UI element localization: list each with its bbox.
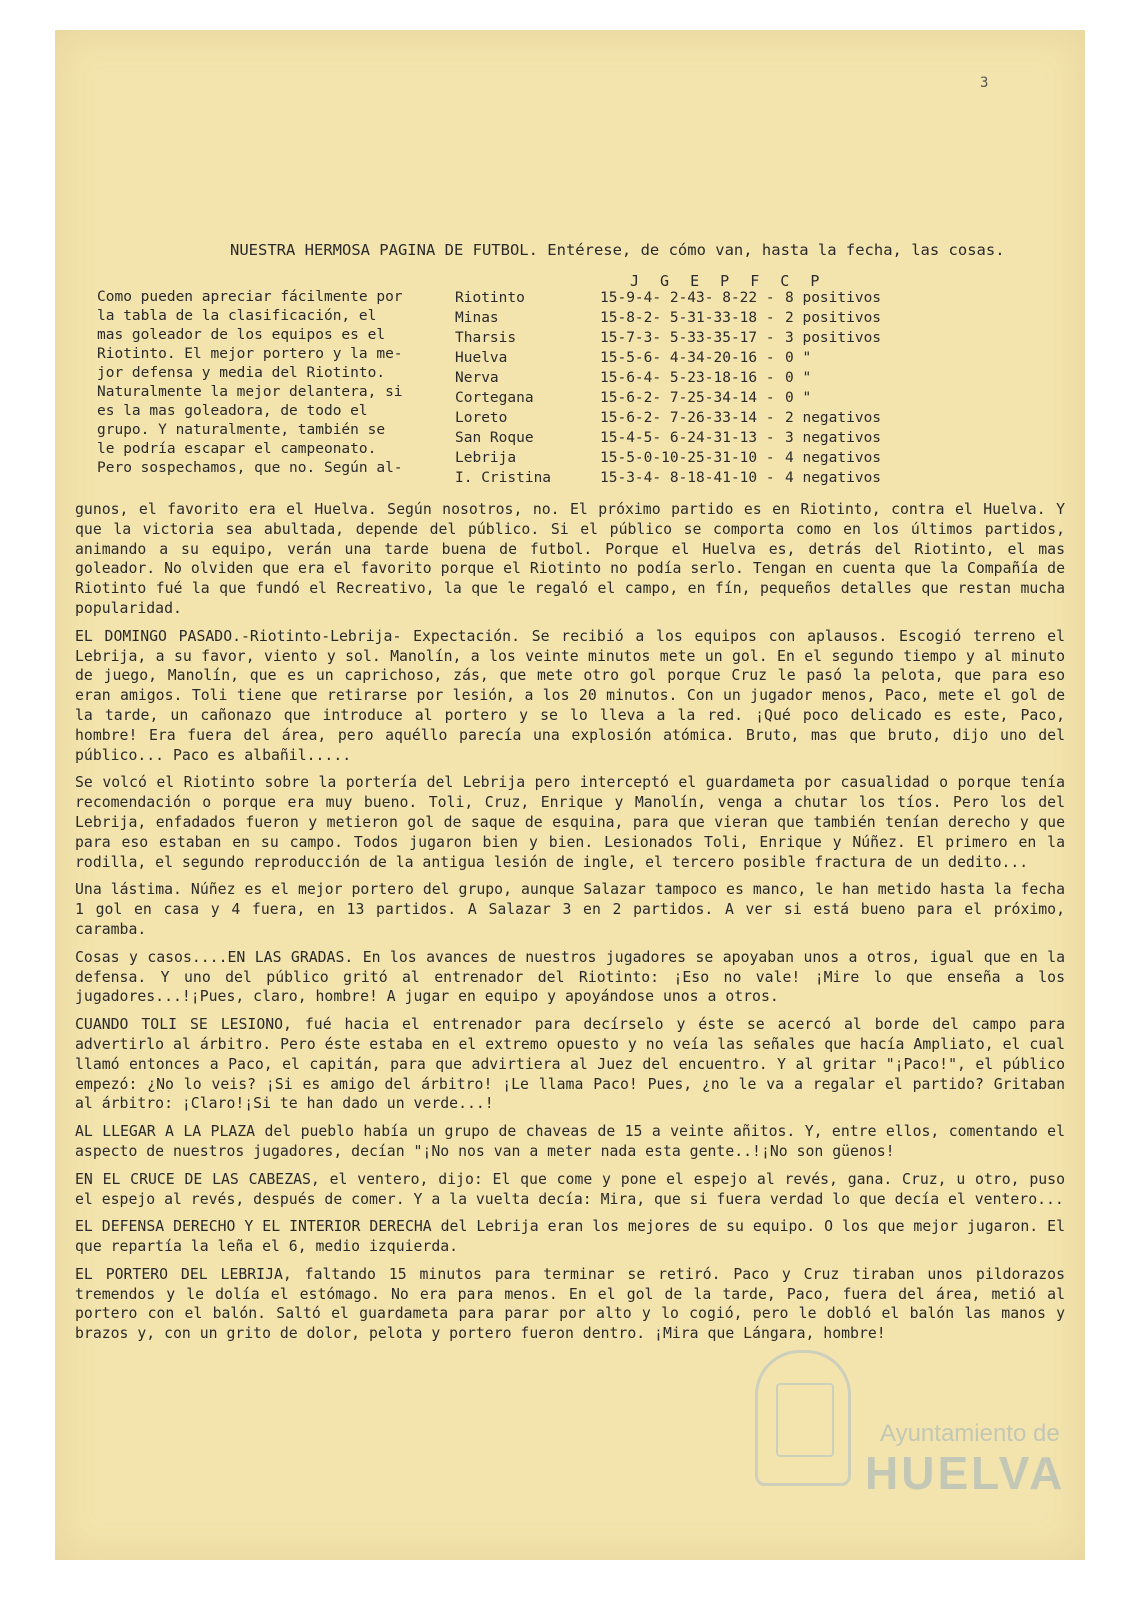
intro-line: grupo. Y naturalmente, también se xyxy=(97,422,386,438)
intro-line: la tabla de la clasificación, el xyxy=(97,308,377,324)
intro-line: Naturalmente la mejor delantera, si xyxy=(97,384,403,400)
team-result: 3 positivos xyxy=(785,330,882,346)
team-name: Huelva xyxy=(455,350,508,366)
team-stats: 15-5-6- 4-34-20-16 - xyxy=(600,350,775,366)
team-result: 2 negativos xyxy=(785,410,882,426)
page-headline: NUESTRA HERMOSA PAGINA DE FUTBOL. Entérese, de cómo van, hasta la fecha, las cosas. xyxy=(230,241,1005,259)
document-page xyxy=(55,30,1085,1560)
paragraph: Cosas y casos....EN LAS GRADAS. En los avances de nuestros jugadores se apoyaban unos a otros, igual que en la defensa. Y uno del público gritó al entrenador del Riotinto: ¡Eso no vale! ¡Mire lo que enseña a los jugadores...!¡Pues, claro, hombre! A jugar en equipo y apoyándose unos a otros. xyxy=(75,948,1065,1006)
team-name: Lebrija xyxy=(455,450,517,466)
table-row xyxy=(455,328,1055,348)
intro-line: es la mas goleadora, de todo el xyxy=(97,403,368,419)
table-row xyxy=(455,288,1055,308)
team-result: 8 positivos xyxy=(785,290,882,306)
intro-line: Riotinto. El mejor portero y la me- xyxy=(97,346,403,362)
table-row xyxy=(455,308,1055,328)
watermark-line2: HUELVA xyxy=(865,1447,1066,1499)
team-name: I. Cristina xyxy=(455,470,552,486)
team-stats: 15-9-4- 2-43- 8-22 - xyxy=(600,290,775,306)
table-row xyxy=(455,368,1055,388)
table-header: J G E P F C P xyxy=(630,272,826,290)
standings-table xyxy=(455,288,1055,488)
paragraph: Una lástima. Núñez es el mejor portero del grupo, aunque Salazar tampoco es manco, le han metido hasta la fecha 1 gol en casa y 4 fuera, en 13 partidos. A Salazar 3 en 2 partidos. A ver si está bueno para el próximo, caramba. xyxy=(75,881,1065,938)
table-row xyxy=(455,448,1055,468)
intro-line: jor defensa y media del Riotinto. xyxy=(97,365,386,381)
table-row xyxy=(455,428,1055,448)
team-stats: 15-7-3- 5-33-35-17 - xyxy=(600,330,775,346)
paragraph: EL DEFENSA DERECHO Y EL INTERIOR DERECHA del Lebrija eran los mejores de su equipo. O los que mejor jugaron. El que repartía la leña el 6, medio izquierda. xyxy=(75,1218,1065,1256)
intro-line: Pero sospechamos, que no. Según al- xyxy=(97,460,403,476)
paragraph: EL DOMINGO PASADO.-Riotinto-Lebrija- Expectación. Se recibió a los equipos con aplausos. Escogió terreno el Lebrija, a su favor, viento y sol. Manolín, a los veinte minutos mete un gol. En el segundo tiempo y al minuto de juego, Manolín, que es un caprichoso, zás, que mete otro gol porque Cruz le pasó la pelota, que para eso eran amigos. Toli tiene que retirarse por lesión, a los 20 minutos. Con un jugador menos, Paco, mete el gol de la tarde, un cañonazo que introduce al portero y se lo lleva a la red. ¡Qué poco delicado es este, Paco, hombre! Era fuera del área, pero aquéllo parecía una explosión atómica. Bruto, mas que bruto, dijo uno del público... Paco es albañil..... xyxy=(75,627,1065,764)
article-body xyxy=(75,500,1065,1352)
team-name: Minas xyxy=(455,310,499,326)
team-name: Nerva xyxy=(455,370,499,386)
paragraph: EN EL CRUCE DE LAS CABEZAS, el ventero, dijo: El que come y pone el espejo al revés, gana. Cruz, u otro, puso el espejo al revés, después de comer. Y a la vuelta decía: Mira, que si fuera verdad lo que decía el ventero... xyxy=(75,1170,1065,1208)
team-result: 4 negativos xyxy=(785,470,882,486)
team-result: 0 " xyxy=(785,350,812,366)
team-name: Riotinto xyxy=(455,290,525,306)
team-result: 3 negativos xyxy=(785,430,882,446)
team-stats: 15-3-4- 8-18-41-10 - xyxy=(600,470,775,486)
intro-line: mas goleador de los equipos es el xyxy=(97,327,386,343)
intro-line: le podría escapar el campeonato. xyxy=(97,441,377,457)
team-stats: 15-4-5- 6-24-31-13 - xyxy=(600,430,775,446)
team-stats: 15-6-4- 5-23-18-16 - xyxy=(600,370,775,386)
paragraph: gunos, el favorito era el Huelva. Según nosotros, no. El próximo partido es en Riotinto, contra el Huelva. Y que la victoria sea abultada, depende del público. Si el público se comporta como en los últimos partidos, animando a su equipo, verán una tarde buena de futbol. Porque el Huelva es, detrás del Riotinto, el mas goleador. No olviden que era el favorito porque el Riotinto no podía serlo. Tengan en cuenta que la Compañía de Riotinto fué la que fundó el Recreativo, la que le regaló el campo, en fín, pequeños detalles que restan mucha popularidad. xyxy=(75,501,1065,617)
paragraph: CUANDO TOLI SE LESIONO, fué hacia el entrenador para decírselo y éste se acercó al borde del campo para advertirlo al árbitro. Pero éste estaba en el extremo opuesto y no veía las señales que hacía Ampliato, el cual llamó entonces a Paco, el capitán, para que advirtiera al Juez del encuentro. Y al gritar "¡Paco!", el público empezó: ¿No lo veis? ¡Si es amigo del árbitro! ¡Le llama Paco! Pues, ¿no le va a regalar el partido? Gritaban al árbitro: ¡Claro!¡Si te han dado un verde...! xyxy=(75,1016,1065,1113)
paragraph: AL LLEGAR A LA PLAZA del pueblo había un grupo de chaveas de 15 a veinte añitos. Y, entre ellos, comentando el aspecto de nuestros jugadores, decían "¡No nos van a meter nada esta gente..!¡No son güenos! xyxy=(75,1123,1065,1160)
team-result: 4 negativos xyxy=(785,450,882,466)
team-name: Cortegana xyxy=(455,390,534,406)
table-row xyxy=(455,468,1055,488)
team-result: 2 positivos xyxy=(785,310,882,326)
team-stats: 15-5-0-10-25-31-10 - xyxy=(600,450,775,466)
team-name: Loreto xyxy=(455,410,508,426)
paragraph: Se volcó el Riotinto sobre la portería del Lebrija pero interceptó el guardameta por casualidad o porque tenía recomendación o porque era muy bueno. Toli, Cruz, Enrique y Manolín, venga a chutar los tíos. Pero los del Lebrija, enfadados fueron y metieron gol de saque de esquina, para que vieran que también tenían derecho y que para eso estaban en su campo. Todos jugaron bien y bien. Lesionados Toli, Enrique y Núñez. El primero en la rodilla, el segundo reproducción de la antigua lesión de ingle, el tercero posible fractura de un dedito... xyxy=(75,774,1065,871)
corner-mark: 3 xyxy=(980,75,989,91)
intro-line: Como pueden apreciar fácilmente por xyxy=(97,289,403,305)
intro-text xyxy=(97,288,437,478)
table-row xyxy=(455,388,1055,408)
team-stats: 15-6-2- 7-25-34-14 - xyxy=(600,390,775,406)
team-stats: 15-8-2- 5-31-33-18 - xyxy=(600,310,775,326)
table-row xyxy=(455,408,1055,428)
crest-icon xyxy=(755,1350,851,1486)
team-stats: 15-6-2- 7-26-33-14 - xyxy=(600,410,775,426)
table-row xyxy=(455,348,1055,368)
team-name: Tharsis xyxy=(455,330,517,346)
crest-inner-icon xyxy=(776,1383,834,1457)
paragraph: EL PORTERO DEL LEBRIJA, faltando 15 minutos para terminar se retiró. Paco y Cruz tiraban unos pildorazos tremendos y le dolía el estómago. No era para menos. En el gol de la tarde, Paco, fuera del área, metió al portero con el balón. Saltó el guardameta para parar por alto y lo cogió, pero le dobló el balón las manos y brazos y, con un grito de dolor, pelota y portero fueron dentro. ¡Mira que Lángara, hombre! xyxy=(75,1265,1065,1343)
watermark-line1: Ayuntamiento de xyxy=(880,1420,1060,1447)
team-name: San Roque xyxy=(455,430,534,446)
team-result: 0 " xyxy=(785,390,812,406)
team-result: 0 " xyxy=(785,370,812,386)
